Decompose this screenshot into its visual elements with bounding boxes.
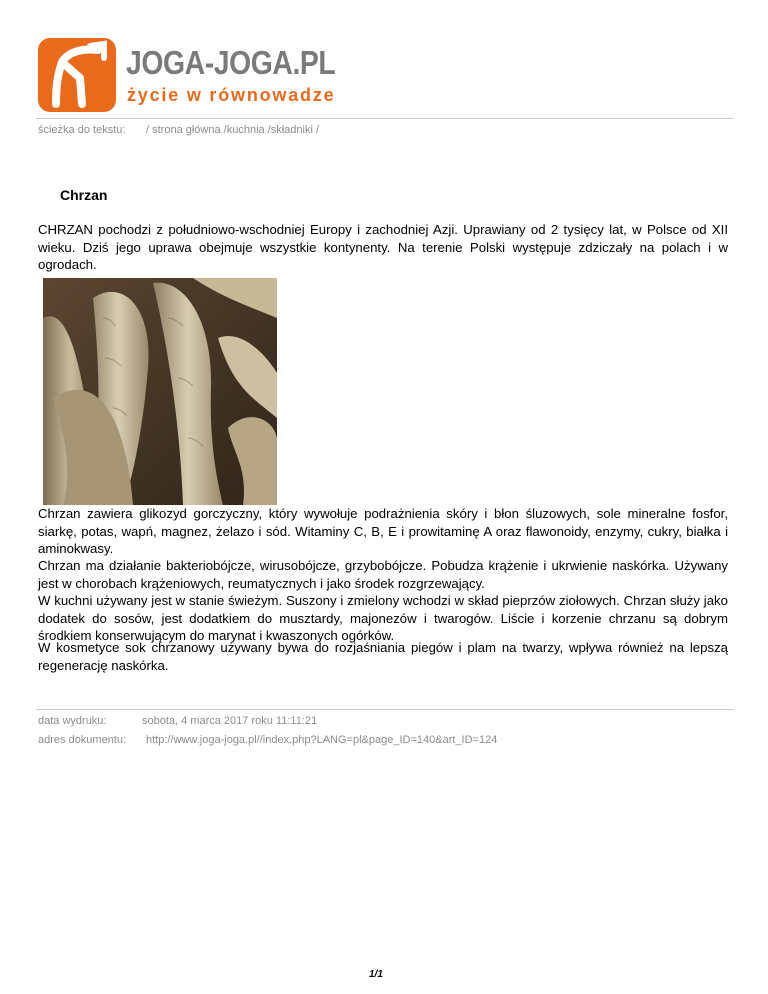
- print-date-label: data wydruku:: [38, 715, 107, 727]
- horseradish-root-photo: [43, 278, 277, 505]
- logo-tagline: życie w równowadze: [127, 85, 336, 105]
- page-number: 1/1: [369, 969, 383, 980]
- logo-title: JOGA-JOGA.PL: [126, 44, 336, 81]
- article-title-text: Chrzan: [60, 187, 108, 203]
- document-url-label: adres dokumentu:: [38, 734, 127, 746]
- article-paragraph: CHRZAN pochodzi z południowo-wschodniej Europy i zachodniej Azji. Uprawiany od 2 tysięcy lat, w Polsce od XII wieku. Dziś jego uprawa obejmuje wszystkie kontynenty. Na terenie Polski występuje zdziczały na polach i w ogrodach.: [38, 222, 728, 272]
- breadcrumb-path[interactable]: / strona główna /kuchnia /składniki /: [146, 124, 320, 136]
- document-url-link[interactable]: http://www.joga-joga.pl//index.php?LANG=pl&page_ID=140&art_ID=124: [146, 734, 498, 746]
- article-paragraph: Chrzan zawiera glikozyd gorczyczny, który wywołuje podrażnienia skóry i błon śluzowych, sole mineralne fosfor, siarkę, potas, wapń, magnez, żelazo i sód. Witaminy C, B, E i prowitaminę A oraz flawonoidy, enzymy, cukry, białka i aminokwasy.: [38, 506, 728, 556]
- article-paragraph: Chrzan ma działanie bakteriobójcze, wirusobójcze, grzybobójcze. Pobudza krążenie i ukrwienie naskórka. Używany jest w chorobach krążeniowych, reumatycznych i jako środek rozgrzewający.: [38, 558, 728, 591]
- logo-mark-icon: [38, 38, 116, 112]
- breadcrumb-label: ścieżka do tekstu:: [38, 124, 126, 136]
- header-divider: [36, 118, 733, 119]
- print-date-value: sobota, 4 marca 2017 roku 11:11:21: [142, 715, 318, 727]
- article-paragraph: W kuchni używany jest w stanie świeżym. Suszony i zmielony wchodzi w skład pieprzów ziołowych. Chrzan służy jako dodatek do sosów, jest dodatkiem do musztardy, majonezów i twarogów. Liście i korzenie chrzanu są dobrym środkiem konserwującym do marynat i kwaszonych ogórków.: [38, 593, 728, 643]
- article-title: [60, 188, 107, 202]
- article-paragraph: W kosmetyce sok chrzanowy używany bywa do rozjaśniania piegów i plam na twarzy, wpływa również na lepszą regenerację naskórka.: [38, 640, 728, 673]
- site-logo: [38, 38, 348, 112]
- footer-divider: [36, 709, 733, 710]
